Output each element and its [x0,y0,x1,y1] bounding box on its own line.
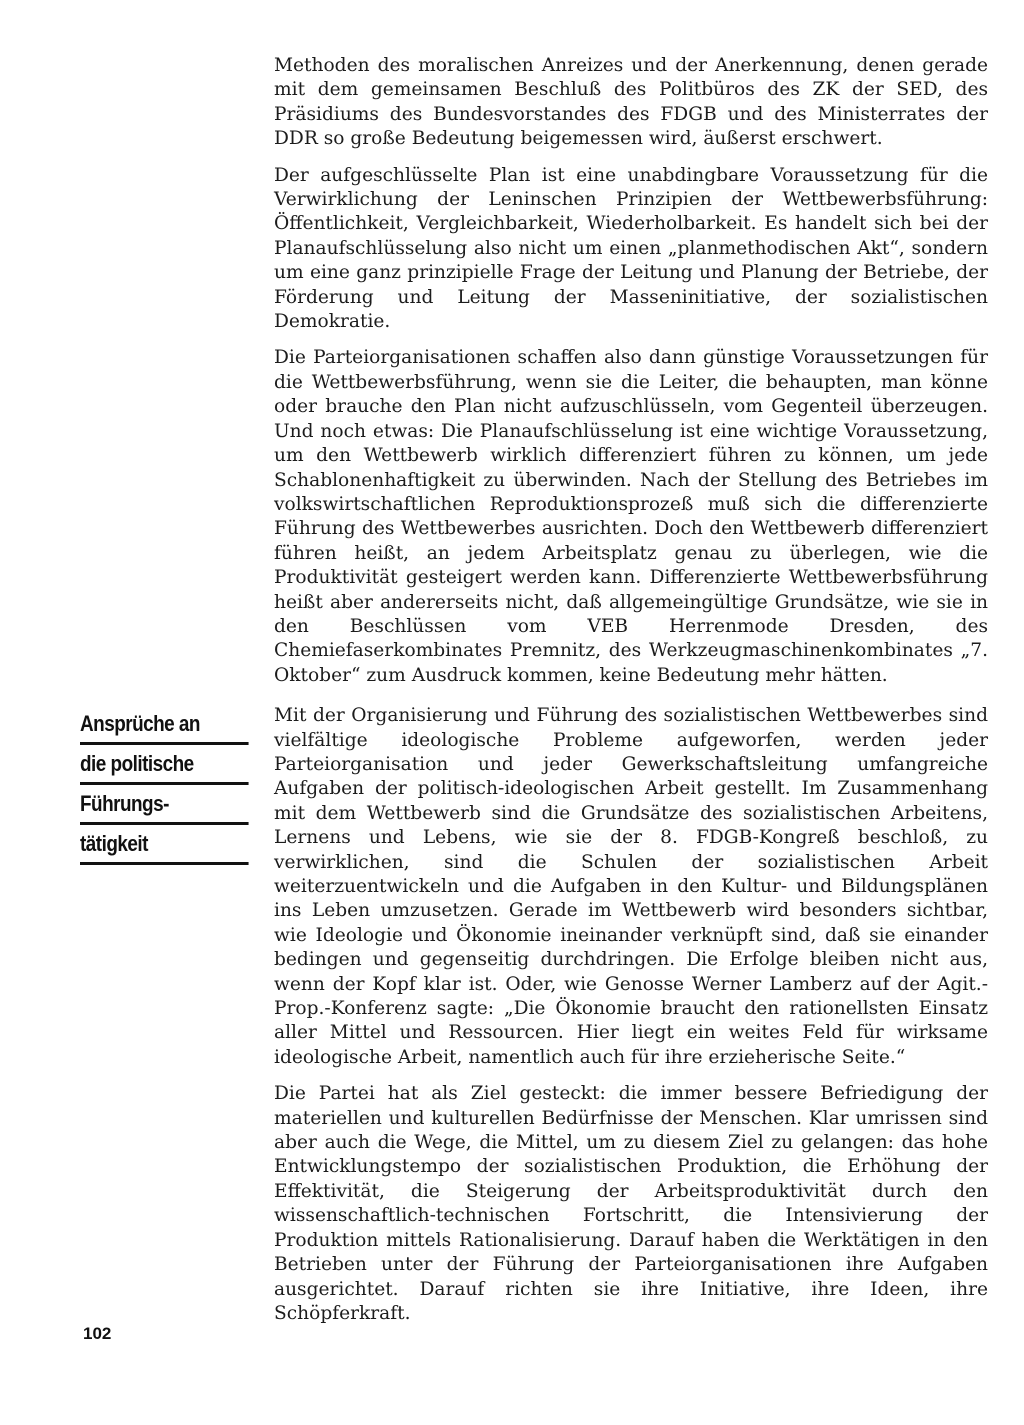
page-number: 102 [83,1324,112,1343]
paragraph-4: Mit der Organisierung und Führung des sozialistischen Wettbewerbes sind vielfältige ideologische Probleme aufgeworfen, werden jeder Parteiorganisation und jeder Gewerkschaftsleitung umfangreiche Aufgaben der politisch-ideologischen Arbeit gestellt. Im Zusammenhang mit dem Wettbewerb sind die Grundsätze des sozialistischen Arbeitens, Lernens und Lebens, wie sie der 8. FDGB-Kongreß beschloß, zu verwirklichen, sind die Schulen der sozialistischen Arbeit weiterzuentwickeln und die Aufgaben in den Kultur- und Bildungsplänen ins Leben umzusetzen. Gerade im Wettbewerb wird besonders sichtbar, wie Ideologie und Ökonomie ineinander verknüpft sind, daß sie einander bedingen und gegenseitig durchdringen. Die Erfolge bleiben nicht aus, wenn der Kopf klar ist. Oder, wie Genosse Werner Lamberz auf der Agit.-Prop.-Konferenz sagte: „Die Ökonomie braucht den rationellsten Einsatz aller Mittel und Ressourcen. Hier liegt ein weites Feld für wirksame ideologische Arbeit, namentlich auch für ihre erzieherische Seite.“ [274,705,988,1068]
marginal-heading-line-4: tätigkeit [80,825,249,865]
paragraph-1: Methoden des moralischen Anreizes und der Anerkennung, denen gerade mit dem gemeinsamen Beschluß des Politbüros des ZK der SED, des Präsidiums des Bundesvorstandes des FDGB und des Ministerrates der DDR so große Bedeutung beigemessen wird, äußerst erschwert. [274,55,988,150]
paragraph-5: Die Partei hat als Ziel gesteckt: die immer bessere Befriedigung der materiellen und kulturellen Bedürfnisse der Menschen. Klar umrissen sind aber auch die Wege, die Mittel, um zu diesem Ziel zu gelangen: das hohe Entwicklungstempo der sozialistischen Produktion, die Erhöhung der Effektivität, die Steigerung der Arbeitsproduktivität durch den wissenschaftlich-technischen Fortschritt, die Intensivierung der Produktion mittels Rationalisierung. Darauf haben die Werktätigen in den Betrieben unter der Führung der Parteiorganisationen ihre Aufgaben ausgerichtet. Darauf richten sie ihre Initiative, ihre Ideen, ihre Schöpferkraft. [274,1083,988,1324]
paragraph-3: Die Parteiorganisationen schaffen also dann günstige Voraussetzungen für die Wettbewerbsführung, wenn sie die Leiter, die behaupten, man könne oder brauche den Plan nicht aufzuschlüsseln, vom Gegenteil überzeugen. Und noch etwas: Die Planaufschlüsselung ist eine wichtige Voraussetzung, um den Wettbewerb wirklich differenziert führen zu können, um jede Schablonenhaftigkeit zu überwinden. Nach der Stellung des Betriebes im volkswirtschaftlichen Reproduktionsprozeß muß sich die differenzierte Führung des Wettbewerbes ausrichten. Doch den Wettbewerb differenziert führen heißt, an jedem Arbeitsplatz genau zu überlegen, wie die Produktivität gesteigert werden kann. Differenzierte Wettbewerbsführung heißt aber andererseits nicht, daß allgemeingültige Grundsätze, wie sie in den Beschlüssen vom VEB Herrenmode Dresden, des Chemiefaserkombinates Premnitz, des Werkzeugmaschinenkombinates „7. Oktober“ zum Ausdruck kommen, keine Bedeutung mehr hätten. [274,347,988,686]
paragraph-2: Der aufgeschlüsselte Plan ist eine unabdingbare Voraussetzung für die Verwirklichung der Leninschen Prinzipien der Wettbewerbsführung: Öffentlichkeit, Vergleichbarkeit, Wiederholbarkeit. Es handelt sich bei der Planaufschlüsselung also nicht um einen „planmethodischen Akt“, sondern um eine ganz prinzipielle Frage der Leitung und Planung der Betriebe, der Förderung und Leitung der Masseninitiative, der sozialistischen Demokratie. [274,164,988,333]
main-text-column [274,54,988,1338]
marginal-heading-line-1: Ansprüche an [80,705,249,745]
marginal-heading-line-2: die politische [80,745,249,785]
marginal-heading [80,705,226,865]
marginal-heading-line-3: Führungs- [80,785,249,825]
